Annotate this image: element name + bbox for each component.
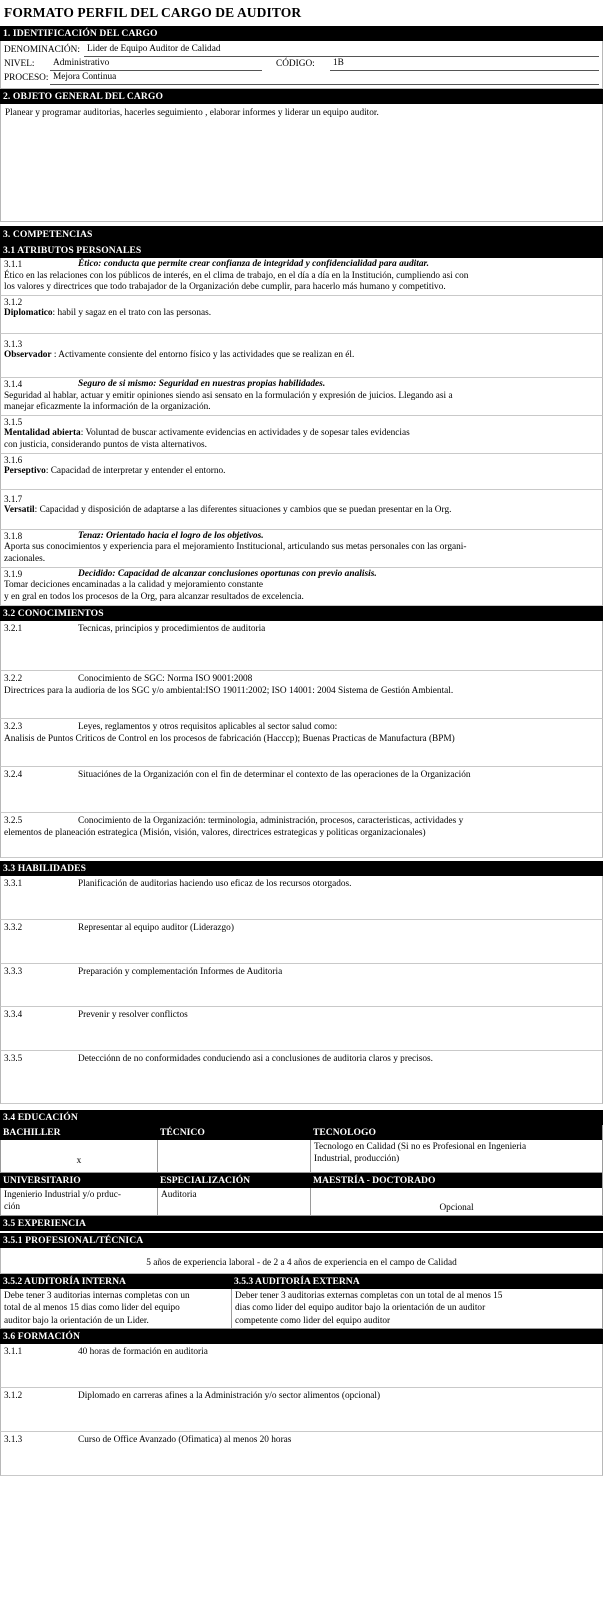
cell-universitario-line2: ción xyxy=(4,1202,21,1213)
item-text: Prevenir y resolver conflictos xyxy=(78,1009,188,1020)
item-body-line: los valores y directrices que todo trabajador de la Organización debe cumplir, para hacerlo más humano y competitivo. xyxy=(4,282,446,293)
item-body-text: : Voluntad de buscar activamente evidencias en actividades y de sopesar tales evidencias xyxy=(80,428,410,439)
item-number: 3.2.2 xyxy=(4,672,23,683)
ability-row xyxy=(0,1007,603,1051)
auditoria-externa-line: competente como lider del equipo auditor xyxy=(235,1315,391,1326)
competency-row xyxy=(0,378,603,416)
column-header-tecnico: TÉCNICO xyxy=(157,1125,310,1140)
cell-tecnico xyxy=(158,1140,311,1173)
auditoria-interna-line: auditor bajo la orientación de un Lider. xyxy=(4,1315,149,1326)
competency-row xyxy=(0,334,603,378)
item-continuation: elementos de planeación estrategica (Misión, visión, valores, directrices estrategicas y politicas organizacionales) xyxy=(4,828,426,838)
cell-auditoria-externa xyxy=(232,1289,603,1329)
item-text: Conocimiento de SGC: Norma ISO 9001:2008 xyxy=(78,673,253,684)
section-header-atributos-personales: 3.1 ATRIBUTOS PERSONALES xyxy=(0,243,603,258)
atributos-list xyxy=(0,258,603,606)
item-lead: Diplomatico xyxy=(4,308,53,319)
item-headline: Decidido: Capacidad de alcanzar conclusiones oportunas con previo analisis. xyxy=(78,568,377,579)
item-continuation: Directrices para la audioria de los SGC y/o ambiental:ISO 19011:2002; ISO 14001: 2004 Sistema de Gestión Ambiental. xyxy=(4,686,454,696)
item-number: 3.1.1 xyxy=(4,1346,23,1357)
item-number: 3.1.7 xyxy=(4,493,23,504)
cell-auditoria-interna xyxy=(1,1289,232,1329)
column-header-auditoria-externa: 3.5.3 AUDITORÍA EXTERNA xyxy=(231,1274,603,1289)
item-continuation: Analisis de Puntos Criticos de Control en los procesos de fabricación (Hacccp); Buenas Practicas de Manufactura (BPM) xyxy=(4,734,455,744)
cell-tecnologo-line2: Industrial, producción) xyxy=(314,1154,400,1165)
item-body-line xyxy=(4,428,599,440)
item-number: 3.1.2 xyxy=(4,297,23,308)
cell-universitario xyxy=(1,1188,158,1216)
objeto-general-text: Planear y programar auditorias, hacerles seguimiento , elaborar informes y liderar un equipo auditor. xyxy=(0,104,603,222)
cell-tecnologo xyxy=(311,1140,603,1173)
competency-row xyxy=(0,454,603,490)
item-body-line: manejar eficazmente la información de la organización. xyxy=(4,402,211,413)
nivel-value: Administrativo xyxy=(53,58,110,69)
item-body-line: Seguridad al hablar, actuar y emitir opiniones siendo asi sensato en la formulación y expresión de juicios. Llegando asi a xyxy=(4,390,453,401)
item-text: 40 horas de formación en auditoria xyxy=(78,1347,208,1358)
auditoria-externa-line: dias como lider del equipo auditor bajo la orientación de un auditor xyxy=(235,1303,486,1314)
competency-row xyxy=(0,296,603,334)
competency-row xyxy=(0,258,603,296)
proceso-input[interactable] xyxy=(50,72,599,85)
item-body-line: con justicia, considerando puntos de vista alternativos. xyxy=(4,440,207,451)
item-number: 3.1.8 xyxy=(4,530,23,541)
column-header-maestria-doctorado: MAESTRÍA - DOCTORADO xyxy=(310,1173,603,1188)
page-title: FORMATO PERFIL DEL CARGO DE AUDITOR xyxy=(4,5,302,20)
auditoria-externa-line: Deber tener 3 auditorias externas completas con un total de al menos 15 xyxy=(235,1291,503,1302)
competency-row xyxy=(0,530,603,568)
denominacion-label: DENOMINACIÓN: xyxy=(4,45,80,56)
item-body-line: Tomar deciciones encaminadas a la calidad y mejoramiento constante xyxy=(4,580,264,591)
formacion-row xyxy=(0,1388,603,1432)
column-header-bachiller: BACHILLER xyxy=(0,1125,157,1140)
proceso-value: Mejora Continua xyxy=(53,72,117,83)
item-number: 3.2.3 xyxy=(4,720,23,731)
item-number: 3.1.2 xyxy=(4,1390,23,1401)
section-header-educacion: 3.4 EDUCACIÓN xyxy=(0,1110,603,1125)
item-body-line xyxy=(4,308,599,320)
field-row-denominacion xyxy=(4,44,599,57)
habilidades-list xyxy=(0,876,603,1104)
codigo-input[interactable] xyxy=(330,58,599,71)
ability-row xyxy=(0,964,603,1007)
item-number: 3.2.1 xyxy=(4,622,23,633)
item-number: 3.1.4 xyxy=(4,379,23,390)
identificacion-block xyxy=(0,41,603,89)
ability-row xyxy=(0,1051,603,1104)
competency-row xyxy=(0,568,603,606)
item-body-text: : Capacidad de interpretar y entender el entorno. xyxy=(45,466,226,477)
item-number: 3.1.1 xyxy=(4,258,23,269)
item-number: 3.3.2 xyxy=(4,921,23,932)
item-text: Preparación y complementación Informes de Auditoria xyxy=(78,966,283,977)
item-number: 3.3.1 xyxy=(4,877,23,888)
competency-row xyxy=(0,490,603,530)
knowledge-row xyxy=(0,813,603,858)
item-text: Diplomado en carreras afines a la Administración y/o sector alimentos (opcional) xyxy=(78,1391,381,1402)
section-header-profesional-tecnica: 3.5.1 PROFESIONAL/TÉCNICA xyxy=(0,1233,603,1248)
item-body-text: : habil y sagaz en el trato con las personas. xyxy=(52,308,212,319)
item-body-line xyxy=(4,505,599,517)
item-lead: Observador xyxy=(4,350,52,361)
item-body-line: zacionales. xyxy=(4,554,46,565)
cell-maestria xyxy=(311,1188,603,1216)
column-header-especializacion: ESPECIALIZACIÓN xyxy=(157,1173,310,1188)
item-number: 3.2.5 xyxy=(4,814,23,825)
cell-especializacion: Auditoria xyxy=(158,1188,311,1216)
denominacion-input[interactable] xyxy=(84,44,599,57)
item-number: 3.3.3 xyxy=(4,965,23,976)
item-number: 3.2.4 xyxy=(4,768,23,779)
item-body-line: Ético en las relaciones con los públicos de interés, en el clima de trabajo, en el día a día en la Institución, cumpliendo asi con xyxy=(4,270,469,281)
knowledge-row xyxy=(0,621,603,671)
item-number: 3.1.3 xyxy=(4,339,23,350)
column-header-auditoria-interna: 3.5.2 AUDITORÍA INTERNA xyxy=(0,1274,231,1289)
column-header-tecnologo: TECNOLOGO xyxy=(310,1125,603,1140)
auditoria-headers xyxy=(0,1274,603,1289)
codigo-label: CÓDIGO: xyxy=(276,59,315,70)
cell-universitario-line1: Ingenierio Industrial y/o prduc- xyxy=(4,1189,121,1200)
item-text: Leyes, reglamentos y otros requisitos aplicables al sector salud como: xyxy=(78,721,338,732)
item-lead: Versatil xyxy=(4,505,35,516)
knowledge-row xyxy=(0,671,603,719)
denominacion-value: Lider de Equipo Auditor de Calidad xyxy=(87,44,221,55)
item-text: Planificación de auditorias haciendo uso eficaz de los recursos otorgados. xyxy=(78,878,352,889)
formacion-list xyxy=(0,1344,603,1476)
field-row-proceso xyxy=(4,72,599,85)
item-lead: Mentalidad abierta xyxy=(4,428,81,439)
item-body-line: Aporta sus conocimientos y experiencia para el mejoramiento Institucional, articulando sus metas personales con las organi- xyxy=(4,542,467,553)
experiencia-text: 5 años de experiencia laboral - de 2 a 4 años de experiencia en el campo de Calidad xyxy=(0,1248,603,1274)
formacion-row xyxy=(0,1344,603,1388)
item-number: 3.1.6 xyxy=(4,454,23,465)
education-table2-row xyxy=(0,1188,603,1216)
knowledge-row xyxy=(0,719,603,767)
item-number: 3.1.3 xyxy=(4,1434,23,1445)
cell-tecnologo-line1: Tecnologo en Calidad (Si no es Profesional en Ingenieria xyxy=(314,1141,527,1152)
item-text: Tecnicas, principios y procedimientos de auditoria xyxy=(78,623,266,634)
section-header-identificacion: 1. IDENTIFICACIÓN DEL CARGO xyxy=(0,26,603,41)
item-number: 3.3.4 xyxy=(4,1008,23,1019)
section-header-habilidades: 3.3 HABILIDADES xyxy=(0,861,603,876)
education-table2-header xyxy=(0,1173,603,1188)
cell-bachiller: x xyxy=(1,1140,158,1173)
cell-maestria-value: Opcional xyxy=(439,1202,474,1213)
item-text: Representar al equipo auditor (Liderazgo) xyxy=(78,922,234,933)
section-header-experiencia: 3.5 EXPERIENCIA xyxy=(0,1216,603,1231)
codigo-value: 1B xyxy=(333,58,344,69)
nivel-input[interactable] xyxy=(50,58,262,71)
competency-row xyxy=(0,416,603,454)
ability-row xyxy=(0,920,603,964)
item-body-line xyxy=(4,350,599,362)
field-row-nivel xyxy=(4,58,599,71)
conocimientos-list xyxy=(0,621,603,858)
item-body-line xyxy=(4,466,599,478)
item-text: Curso de Office Avanzado (Ofimatica) al menos 20 horas xyxy=(78,1435,292,1446)
formacion-row xyxy=(0,1432,603,1476)
education-table1-row xyxy=(0,1140,603,1173)
section-header-conocimientos: 3.2 CONOCIMIENTOS xyxy=(0,606,603,621)
item-headline: Tenaz: Orientado hacia el logro de los objetivos. xyxy=(78,530,264,541)
nivel-label: NIVEL: xyxy=(4,59,35,70)
item-headline: Seguro de si mismo: Seguridad en nuestras propias habilidades. xyxy=(78,379,326,390)
ability-row xyxy=(0,876,603,920)
section-header-objeto-general: 2. OBJETO GENERAL DEL CARGO xyxy=(0,89,603,104)
item-number: 3.3.5 xyxy=(4,1052,23,1063)
knowledge-row xyxy=(0,767,603,813)
item-headline: Ético: conducta que permite crear confianza de integridad y confidencialidad para auditar. xyxy=(78,258,430,269)
item-text: Detecciónn de no conformidades conduciendo asi a conclusiones de auditoria claros y precisos. xyxy=(78,1053,433,1064)
item-number: 3.1.9 xyxy=(4,568,23,579)
item-body-line: y en gral en todos los procesos de la Org, para alcanzar resultados de excelencia. xyxy=(4,592,304,603)
auditoria-interna-line: total de al menos 15 dias como lider del equipo xyxy=(4,1303,180,1314)
item-body-text: : Activamente consiente del entorno físico y las actividades que se realizan en él. xyxy=(51,350,355,361)
column-header-universitario: UNIVERSITARIO xyxy=(0,1173,157,1188)
item-body-text: : Capacidad y disposición de adaptarse a las diferentes situaciones y cambios que se puedan presentar en la Org. xyxy=(34,505,452,516)
item-lead: Perseptivo xyxy=(4,466,46,477)
item-text: Conocimiento de la Organización: terminologia, administración, procesos, caracteristicas, actividades y xyxy=(78,815,464,826)
auditoria-interna-line: Debe tener 3 auditorias internas completas con un xyxy=(4,1291,190,1302)
proceso-label: PROCESO: xyxy=(4,73,49,84)
section-header-competencias: 3. COMPETENCIAS xyxy=(0,226,603,243)
education-table1-header xyxy=(0,1125,603,1140)
auditoria-body xyxy=(0,1289,603,1329)
section-header-formacion: 3.6 FORMACIÓN xyxy=(0,1329,603,1344)
item-number: 3.1.5 xyxy=(4,417,23,428)
item-text: Situaciónes de la Organización con el fin de determinar el contexto de las operaciones de la Organización xyxy=(78,769,471,780)
